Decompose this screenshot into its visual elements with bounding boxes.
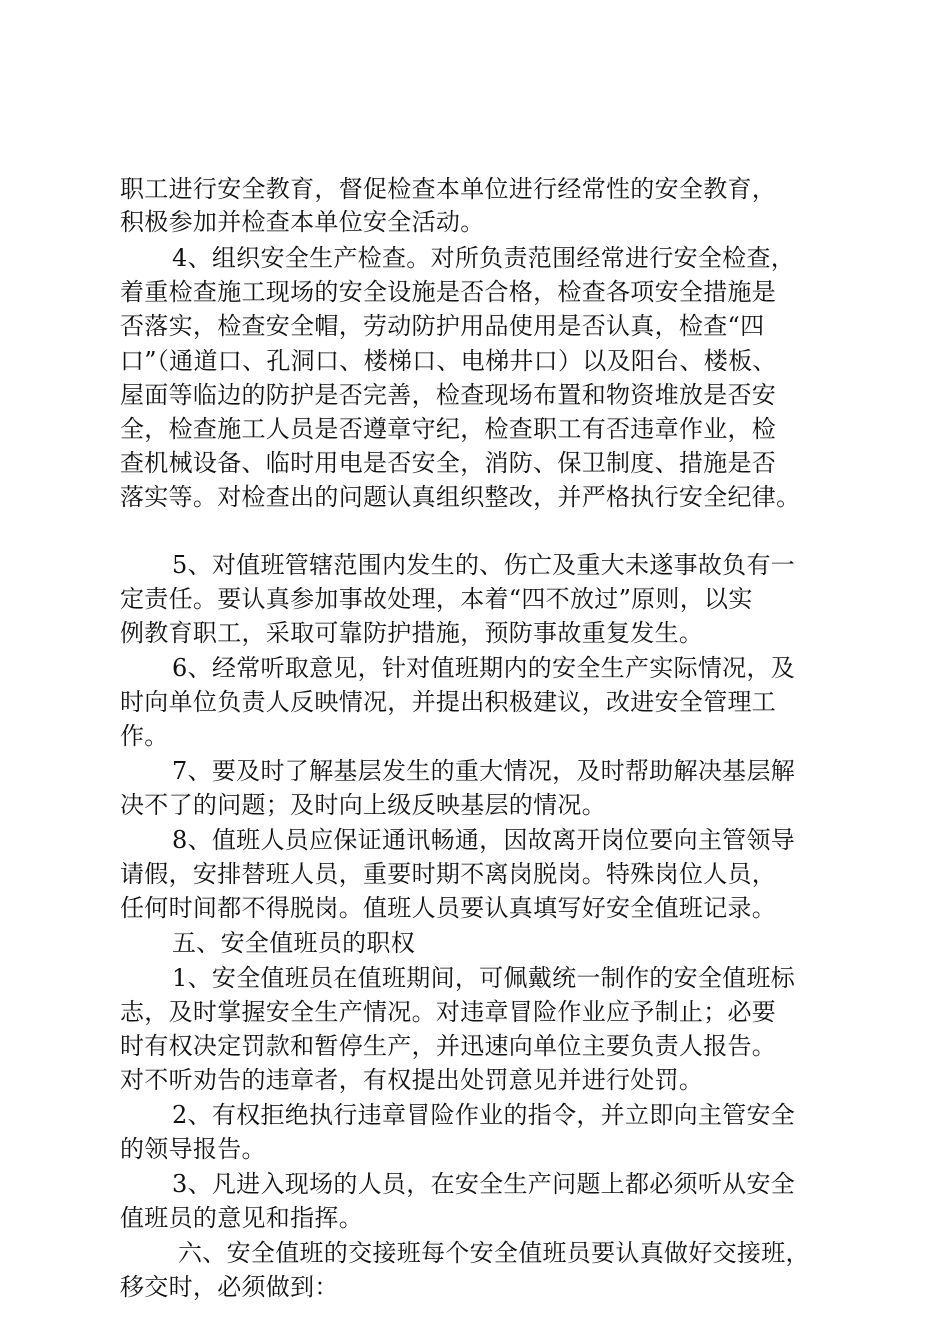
text-line: 值班员的意见和指挥。	[120, 1204, 363, 1232]
text-line: 定责任。要认真参加事故处理，本着“四不放过”原则，以实	[120, 585, 753, 613]
text-line: 时向单位负责人反映情况，并提出积极建议，改进安全管理工	[120, 688, 777, 716]
text-line: 作。	[120, 722, 169, 750]
text-line: 6、经常听取意见，针对值班期内的安全生产实际情况，及	[172, 654, 796, 682]
text-line: 移交时，必须做到：	[120, 1273, 339, 1301]
text-line: 落实等。对检查出的问题认真组织整改，并严格执行安全纪律。	[120, 483, 801, 511]
text-line: 对不听劝告的违章者，有权提出处罚意见并进行处罚。	[120, 1066, 704, 1094]
text-line: 5、对值班管辖范围内发生的、伤亡及重大未遂事故负有一	[172, 551, 796, 579]
text-line: 着重检查施工现场的安全设施是否合格，检查各项安全措施是	[120, 278, 777, 306]
text-line: 4、组织安全生产检查。对所负责范围经常进行安全检查，	[172, 244, 796, 272]
text-line: 否落实，检查安全帽，劳动防护用品使用是否认真，检查“四	[120, 312, 765, 340]
text-line: 1、安全值班员在值班期间，可佩戴统一制作的安全值班标	[172, 964, 796, 992]
text-line: 请假，安排替班人员，重要时期不离岗脱岗。特殊岗位人员，	[120, 860, 777, 888]
text-line: 8、值班人员应保证通讯畅通，因故离开岗位要向主管领导	[172, 826, 796, 854]
text-line: 3、凡进入现场的人员，在安全生产问题上都必须听从安全	[172, 1170, 796, 1198]
text-line: 决不了的问题；及时向上级反映基层的情况。	[120, 791, 606, 819]
text-line: 时有权决定罚款和暂停生产，并迅速向单位主要负责人报告。	[120, 1032, 777, 1060]
text-line: 例教育职工，采取可靠防护措施，预防事故重复发生。	[120, 619, 704, 647]
text-line: 查机械设备、临时用电是否安全，消防、保卫制度、措施是否	[120, 449, 777, 477]
section-heading: 六、安全值班的交接班每个安全值班员要认真做好交接班，	[178, 1239, 810, 1267]
text-line: 屋面等临边的防护是否完善，检查现场布置和物资堆放是否安	[120, 381, 777, 409]
text-line: 任何时间都不得脱岗。值班人员要认真填写好安全值班记录。	[120, 894, 777, 922]
section-heading: 五、安全值班员的职权	[172, 929, 415, 957]
text-line: 积极参加并检查本单位安全活动。	[120, 208, 485, 236]
text-line: 7、要及时了解基层发生的重大情况，及时帮助解决基层解	[172, 757, 796, 785]
text-line: 全，检查施工人员是否遵章守纪，检查职工有否违章作业，检	[120, 415, 777, 443]
text-line: 的领导报告。	[120, 1135, 266, 1163]
text-line: 2、有权拒绝执行违章冒险作业的指令，并立即向主管安全	[172, 1101, 796, 1129]
text-line: 职工进行安全教育，督促检查本单位进行经常性的安全教育，	[120, 175, 777, 203]
text-line: 口”（通道口、孔洞口、楼梯口、电梯井口）以及阳台、楼板、	[120, 347, 777, 375]
text-line: 志，及时掌握安全生产情况。对违章冒险作业应予制止；必要	[120, 998, 777, 1026]
